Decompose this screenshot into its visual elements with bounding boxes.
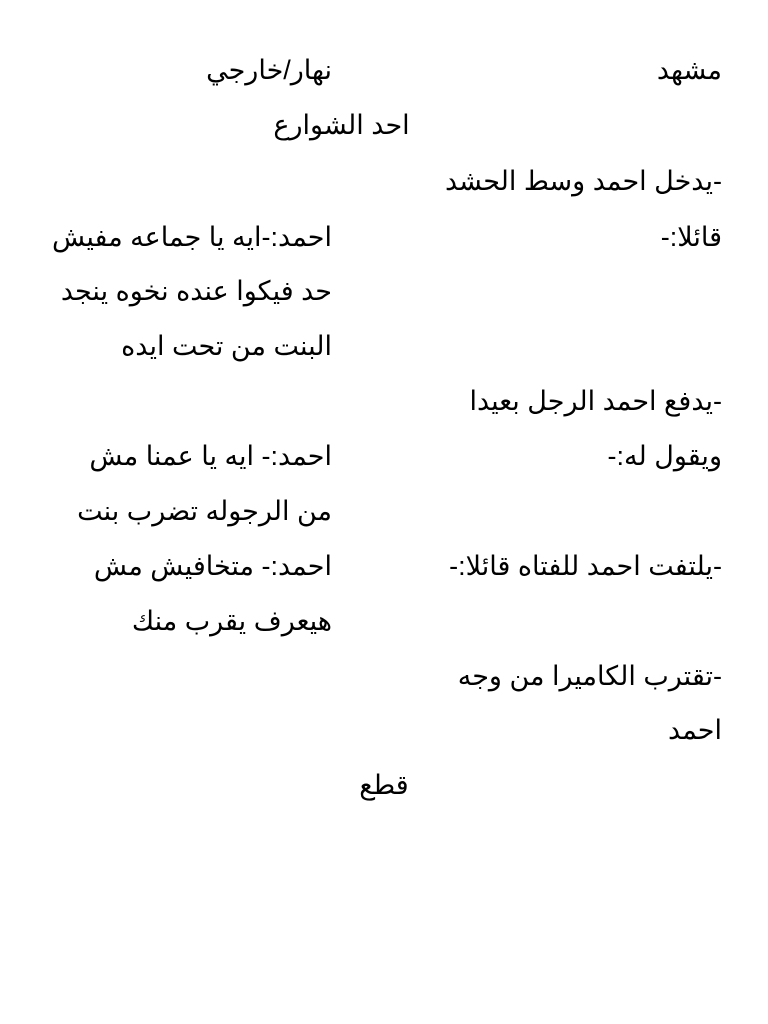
action-line: ويقول له:- [607, 441, 722, 471]
transition-cut: قطع [359, 770, 409, 800]
dialogue-line: احمد:-ايه يا جماعه مفيش [51, 222, 332, 252]
action-line: -يدخل احمد وسط الحشد [444, 166, 722, 196]
scene-time-place: نهار/خارجي [206, 55, 332, 85]
scene-location: احد الشوارع [273, 110, 410, 140]
action-line: -يدفع احمد الرجل بعيدا [469, 386, 722, 416]
scene-label: مشهد [656, 55, 722, 85]
dialogue-line: احمد:- ايه يا عمنا مش [89, 441, 332, 471]
action-line: قائلا:- [660, 222, 722, 252]
dialogue-line: من الرجوله تضرب بنت [77, 496, 332, 526]
dialogue-line: حد فيكوا عنده نخوه ينجد [60, 276, 332, 306]
action-line: -تقترب الكاميرا من وجه [457, 661, 722, 691]
dialogue-line: البنت من تحت ايده [121, 331, 332, 361]
dialogue-line: هيعرف يقرب منك [131, 606, 332, 636]
dialogue-line: احمد:- متخافيش مش [93, 551, 332, 581]
action-line: احمد [668, 715, 722, 745]
action-line: -يلتفت احمد للفتاه قائلا:- [449, 551, 722, 581]
